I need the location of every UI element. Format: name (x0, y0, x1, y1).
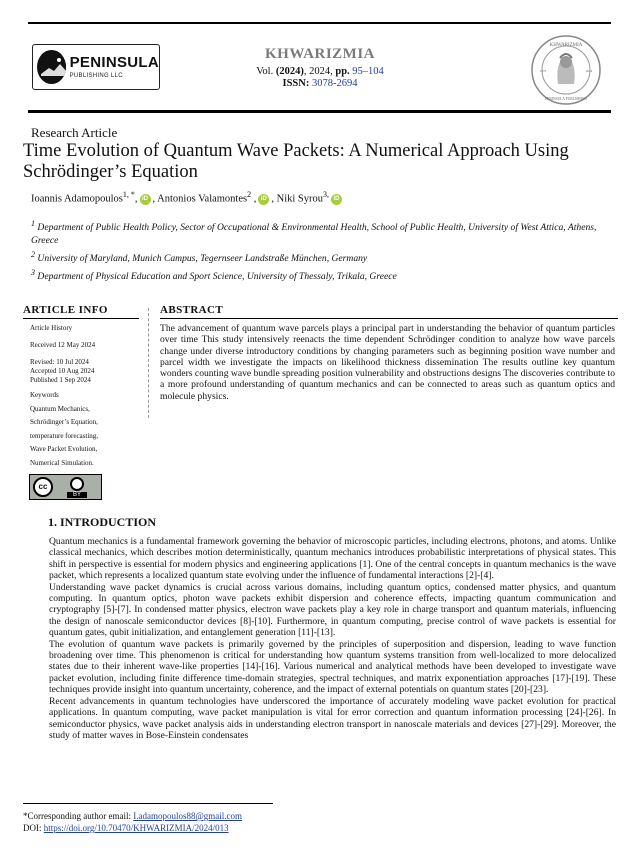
footnote-rule (23, 803, 273, 804)
column-divider (148, 308, 149, 418)
publisher-logo (32, 44, 160, 90)
svg-text:2024: 2024 (585, 69, 593, 73)
orcid-icon[interactable]: iD (258, 194, 269, 205)
article-info-heading: ARTICLE INFO (23, 304, 108, 316)
orcid-icon[interactable]: iD (140, 194, 151, 205)
journal-seal-logo (530, 34, 602, 106)
license-by-label: BY (67, 492, 87, 498)
attribution-icon (70, 477, 84, 491)
footnote (23, 810, 242, 834)
abstract-heading: ABSTRACT (160, 304, 224, 316)
journal-name: KHWARIZMIA (264, 46, 375, 62)
cc-by-license-badge[interactable] (29, 474, 102, 500)
info-rule (23, 318, 139, 319)
svg-text:1970: 1970 (539, 69, 547, 73)
peninsula-emblem-icon (37, 50, 66, 84)
accepted-date: Accepted 10 Aug 2024 (30, 367, 95, 375)
publisher-subtitle: PUBLISHING LLC (69, 73, 123, 79)
orcid-icon[interactable]: iD (331, 194, 342, 205)
journal-volume: Vol. (2024), 2024, pp. 95–104 (256, 66, 384, 77)
publisher-name: PENINSULA (69, 54, 159, 71)
paragraph: Quantum mechanics is a fundamental framework governing the behavior of microscopic particles, including electrons, photons, and atoms. Unlike classical mechanics, which describes motion deterministically, quantum mechanics introduces probabilistic interpretations of physical states. This shift in perspective is essential for modern physics and engineering applications [1]. One of the central concepts in quantum mechanics is the wave packet, which represents a localized quantum state evolving under the influence of fundamental interactions [2]-[4]. (49, 536, 616, 582)
paragraph: Recent advancements in quantum technologies have underscored the importance of accurately modeling wave packet evolution for practical applications. In quantum computing, wave packet manipulation is vital for error correction and quantum information processing [24]-[26]. In semiconductor physics, wave packet analysis aids in understanding electron transport in nanoscale materials and devices [27]-[29]. Moreover, the study of matter waves in Bose-Einstein condensates (49, 695, 616, 741)
affiliation: $^2$ University of Maryland, Munich Campus, Tegernseer Landstraße München, Germany (31, 250, 368, 265)
abstract-rule (160, 318, 618, 319)
affiliation: $^1$ Department of Public Health Policy, Sector of Occupational & Environmental Health, School of Public Health, University of West Attica, Athens, Greece (31, 219, 597, 247)
abstract-text: The advancement of quantum wave parcels plays a principal part in understanding the behavior of quantum particles over time This study intensively reenacts the time dependent Schrödinger condition to analyze how wave parcels change under diverse introductory conditions by changing parameters such as beginning position wave number and parcel width we investigate the impacts on likelihood thickness dissemination The results outline key quantum wonders counting wave bundle spreading position vulnerability and obstructions designs The discoveries contribute to a more profound understanding of quantum mechanics and can be connected to areas such as quantum optics and molecule physics. (160, 323, 615, 402)
article-title: Time Evolution of Quantum Wave Packets: A Numerical Approach Using Schrödinger’s Equation (23, 141, 569, 182)
top-rule (28, 22, 611, 24)
keywords-label: Keywords (30, 391, 59, 399)
doi-label: DOI: (23, 823, 44, 833)
svg-text:KHWARIZMIA: KHWARIZMIA (549, 43, 583, 48)
journal-issn: ISSN: 3078-2694 (282, 78, 358, 89)
keyword: temperature forecasting, (30, 431, 99, 440)
doi-link[interactable]: https://doi.org/10.70470/KHWARIZMIA/2024/013 (43, 823, 229, 833)
keyword: Wave Packet Evolution, (30, 445, 98, 453)
paragraph: Understanding wave packet dynamics is crucial across various domains, including quantum optics, condensed matter physics, and quantum computing. In quantum optics, photon wave packets exhibit dispersion and coherence effects, impacting quantum communication and cryptography [5]-[7]. In condensed matter physics, electron wave packets play a key role in charge transport and quantum materials, influencing the design of nanoscale semiconductor devices [8]-[10]. Furthermore, in quantum computing, precise control of wave packets is essential for quantum gates, qubit initialization, and entanglement generation [11]-[13]. (49, 581, 616, 639)
author-name: Niki Syrou (276, 193, 323, 205)
creative-commons-icon: cc (33, 477, 53, 497)
author-name: Antonios Valamontes (157, 193, 248, 205)
keyword: Schrödinger’s Equation, (30, 418, 98, 426)
published-date: Published 1 Sep 2024 (30, 376, 91, 384)
introduction-body (49, 536, 616, 741)
author-name: Ioannis Adamopoulos (31, 193, 123, 205)
keyword: Numerical Simulation. (30, 458, 94, 467)
email-link[interactable]: I.adamopoulos88@gmail.com (133, 811, 243, 821)
svg-text:PENINSULA PUBLISHING: PENINSULA PUBLISHING (544, 97, 588, 101)
article-type: Research Article (31, 125, 118, 140)
journal-header (230, 46, 410, 89)
corresponding-label: *Corresponding author email: (23, 811, 134, 821)
article-history (30, 324, 95, 385)
revised-date: Revised: 10 Jul 2024 (30, 358, 89, 366)
keyword: Quantum Mechanics, (30, 404, 90, 413)
paragraph: The evolution of quantum wave packets is primarily governed by the principles of superposition and dispersion, leading to wave function broadening over time. This phenomenon is critical for understanding how quantum systems transition from well-localized to more delocalized states due to their inherent wave-like properties [14]-[16]. Various numerical and analytical methods have been developed to investigate wave packet evolution, including finite difference time-domain strategies, spectral techniques, and matrix exponentiation approaches [17]-[19]. These techniques provide insight into quantum uncertainty, coherence, and the impact of external potentials on quantum states [20]-[23]. (49, 638, 616, 696)
received-date: Received 12 May 2024 (30, 341, 96, 349)
section-heading-introduction: 1. INTRODUCTION (48, 515, 157, 529)
history-label: Article History (30, 324, 73, 332)
keywords (30, 389, 98, 470)
author-list: Ioannis Adamopoulos$^{1, *}$, iD , Antonios Valamontes$^2$ , iD , Niki Syrou$^{3,}$ iD (31, 190, 344, 205)
affiliation: $^3$ Department of Physical Education and Sport Science, University of Thessaly, Trikala, Greece (31, 268, 397, 283)
header-rule (28, 110, 611, 113)
